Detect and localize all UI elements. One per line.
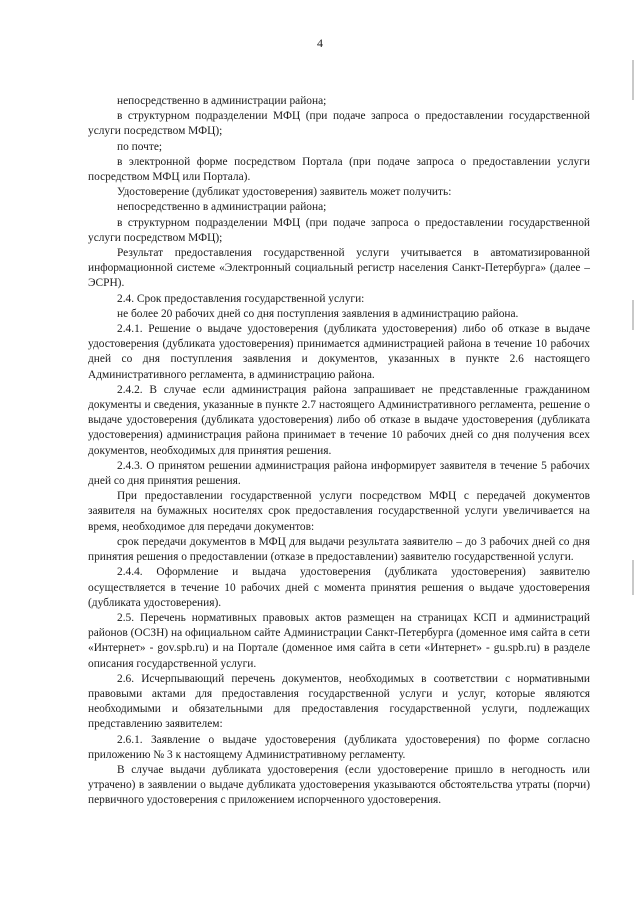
paragraph-1: непосредственно в администрации района; [117,95,327,107]
paragraph-4: в электронной форме посредством Портала (при подаче запроса о предоставлении услуги посредством МФЦ или Портала). [88,155,590,184]
paragraph-3: по почте; [117,140,163,153]
paragraph-10: не более 20 рабочих дней со дня поступления заявления в администрацию района. [117,307,519,320]
paragraph-16: 2.4.4. Оформление и выдача удостоверения (дубликата удостоверения) заявителю осуществляется в течение 10 рабочих дней с момента принятия решения о выдаче удостоверения (дубликата удостоверения). [88,566,590,609]
paragraph-17: 2.5. Перечень нормативных правовых актов размещен на страницах КСП и администраций районов (ОСЗН) на официальном сайте Администрации Санкт-Петербурга (доменное имя сайта в сети «Интернет» - gov.spb.ru) и на Портале (доменное имя сайта в сети «Интернет» - gu.spb.ru) в разделе описания государственной услуги. [88,611,590,670]
paragraph-2: в структурном подразделении МФЦ (при подаче запроса о предоставлении государственной услуги посредством МФЦ); [88,110,590,138]
paragraph-18: 2.6. Исчерпывающий перечень документов, необходимых в соответствии с нормативными правовыми актами для предоставления государственной услуги и услуг, которые являются необходимыми и обязательными для предоставления государственной услуги, подлежащих представлению заявителем: [88,672,590,731]
page-number: 4 [317,36,323,50]
paragraph-9: 2.4. Срок предоставления государственной услуги: [117,292,365,305]
paragraph-11: 2.4.1. Решение о выдаче удостоверения (дубликата удостоверения) либо об отказе в выдаче удостоверения (дубликата удостоверения) принимается администрацией района в течение 10 рабочих дней со дня поступления заявления и документов, указанных в пункте 2.6 настоящего Административного регламента, в администрацию района. [88,323,590,381]
paragraph-7: в структурном подразделении МФЦ (при подаче запроса о предоставлении государственной услуги посредством МФЦ); [88,216,590,244]
paragraph-15: срок передачи документов в МФЦ для выдачи результата заявителю – до 3 рабочих дней со дня принятия решения о предоставлении (отказе в предоставлении) заявителю государственной услуги. [88,535,590,564]
paragraph-14: При предоставлении государственной услуги посредством МФЦ с передачей документов заявителя на бумажных носителях срок предоставления государственной услуги увеличивается на время, необходимое для передачи документов: [88,490,590,533]
paragraph-12: 2.4.2. В случае если администрация района запрашивает не представленные гражданином документы и сведения, указанные в пункте 2.7 настоящего Административного регламента, решение о выдаче удостоверения (дубликата удостоверения) либо об отказе в выдаче удостоверения (дубликата удостоверения) администрация района принимает в течение 10 рабочих дней со дня получения всех документов, необходимых для принятия решения. [88,383,590,457]
paragraph-5: Удостоверение (дубликат удостоверения) заявитель может получить: [117,186,452,199]
paragraph-6: непосредственно в администрации района; [117,201,327,214]
scan-edge-mark [632,60,634,100]
paragraph-8: Результат предоставления государственной услуги учитывается в автоматизированной информационной системе «Электронный социальный регистр населения Санкт-Петербурга» (далее –ЭСРН). [88,247,590,290]
paragraph-13: 2.4.3. О принятом решении администрация района информирует заявителя в течение 5 рабочих дней со дня принятия решения. [88,459,590,488]
scan-edge-mark [632,300,634,330]
document-body [88,94,590,809]
scan-edge-mark [632,560,634,595]
paragraph-19: 2.6.1. Заявление о выдаче удостоверения (дубликата удостоверения) по форме согласно приложению № 3 к настоящему Административному регламенту. [88,733,590,761]
paragraph-20: В случае выдачи дубликата удостоверения (если удостоверение пришло в негодность или утрачено) в заявлении о выдаче дубликата удостоверения указываются обстоятельства утраты (порчи) первичного удостоверения с приложением испорченного удостоверения. [88,763,590,807]
